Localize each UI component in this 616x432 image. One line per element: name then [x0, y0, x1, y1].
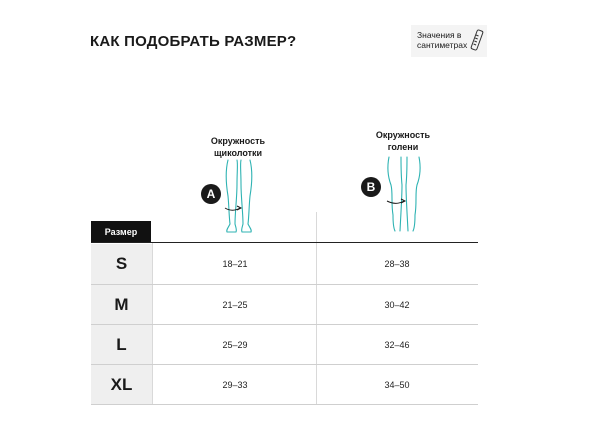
ankle-label-line1: Окружность: [210, 136, 266, 146]
page-title: КАК ПОДОБРАТЬ РАЗМЕР?: [90, 33, 297, 50]
ankle-label-line2: щиколотки: [213, 148, 263, 158]
calf-value: 34–50: [384, 380, 410, 390]
calf-label-line2: голени: [387, 142, 419, 152]
ankle-value: 18–21: [222, 259, 248, 269]
ankle-value: 21–25: [222, 300, 248, 310]
calf-value: 28–38: [384, 259, 410, 269]
units-note: [411, 25, 487, 57]
calf-badge: B: [361, 177, 381, 197]
calf-label: [358, 129, 448, 153]
ankle-label: [193, 135, 283, 159]
size-cell: L: [91, 325, 152, 365]
size-cell: M: [91, 285, 152, 325]
ankle-value: 25–29: [222, 340, 248, 350]
legs-calf-icon: [385, 155, 423, 233]
legs-ankle-icon: [222, 158, 256, 234]
units-line1: Значения в: [417, 30, 462, 40]
ankle-value: 29–33: [222, 380, 248, 390]
size-cell: XL: [91, 365, 152, 405]
calf-value: 32–46: [384, 340, 410, 350]
table-bottom-rule: [91, 404, 478, 405]
calf-value: 30–42: [384, 300, 410, 310]
calf-label-line1: Окружность: [375, 130, 431, 140]
units-note-text: [417, 30, 467, 50]
size-header: Размер: [91, 221, 151, 243]
size-cell: S: [91, 244, 152, 284]
table-header-rule: [91, 242, 478, 243]
units-line2: сантиметрах: [417, 40, 468, 50]
tape-measure-icon: [469, 28, 485, 52]
ankle-badge: A: [201, 184, 221, 204]
